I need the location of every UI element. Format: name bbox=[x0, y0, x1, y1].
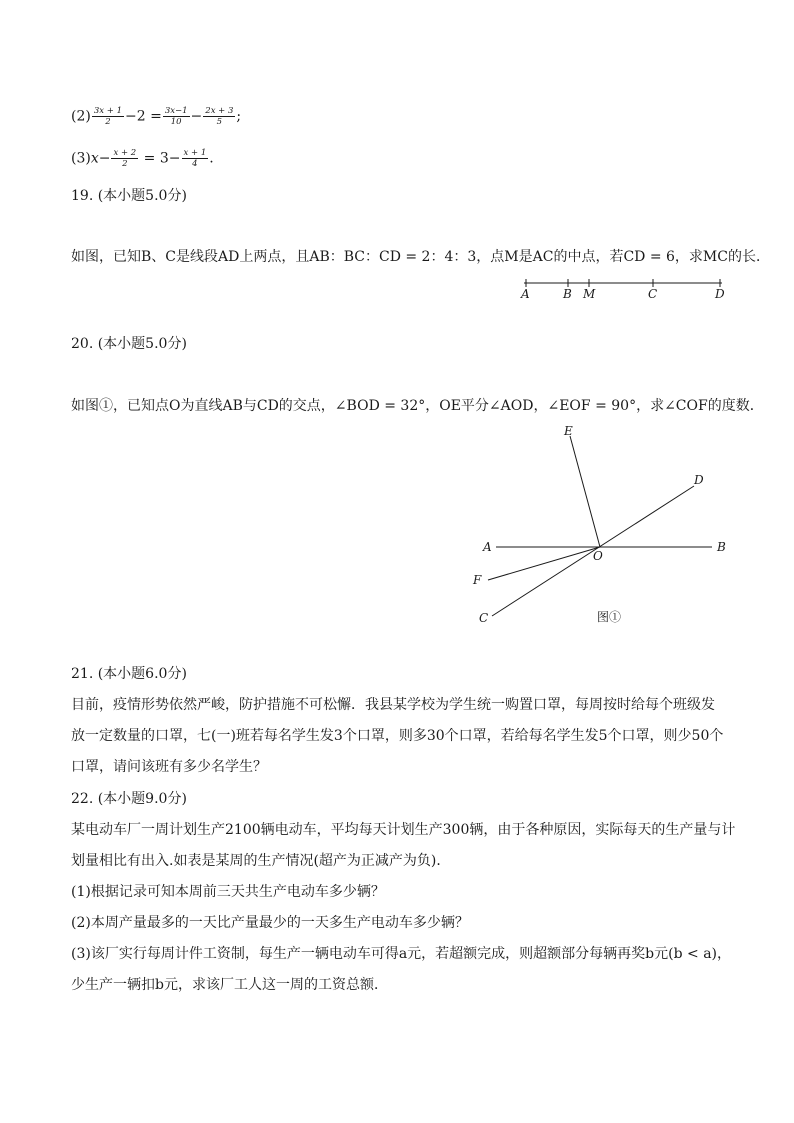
eq3-fraction-2: $\frac{x + 1}{4}$ bbox=[183, 148, 207, 169]
q22-line-5: (3)该厂实行每周计件工资制，每生产一辆电动车可得a元，若超额完成，则超额部分每辆再奖b元(b < a)， bbox=[71, 946, 732, 962]
eq2-fraction-3: $\frac{2x + 3}{5}$ bbox=[205, 106, 234, 127]
q20-header: 20. (本小题5.0分) bbox=[71, 336, 187, 352]
label-e: E bbox=[564, 424, 573, 438]
eq3-index: (3) bbox=[71, 150, 91, 167]
q21-line-1: 目前，疫情形势依然严峻，防护措施不可松懈．我县某学校为学生统一购置口罩，每周按时给每个班级发 bbox=[71, 697, 715, 713]
eq3-mid: = 3− bbox=[139, 150, 181, 167]
q19-text: 如图，已知B、C是线段AD上两点，且AB：BC：CD = 2：4：3，点M是AC的中点，若CD = 6，求MC的长． bbox=[71, 249, 770, 265]
eq2-fraction-2: $\frac{3x-1}{10}$ bbox=[164, 106, 188, 127]
eq3-x: x bbox=[90, 150, 99, 167]
q21-line-3: 口罩，请问该班有多少名学生？ bbox=[71, 759, 267, 775]
q22-line-1: 某电动车厂一周计划生产2100辆电动车，平均每天计划生产300辆，由于各种原因，实际每天的生产量与计 bbox=[71, 822, 736, 838]
q22-line-3: (1)根据记录可知本周前三天共生产电动车多少辆？ bbox=[71, 884, 385, 900]
eq2-fraction-1: $\frac{3x + 1}{2}$ bbox=[93, 106, 122, 127]
q20-text: 如图①，已知点O为直线AB与CD的交点，∠BOD = 32°，OE平分∠AOD，∠EOF = 90°，求∠COF的度数． bbox=[71, 398, 764, 414]
label-o: O bbox=[593, 549, 603, 563]
q19-header: 19. (本小题5.0分) bbox=[71, 188, 187, 204]
point-label-m: M bbox=[583, 287, 596, 301]
label-f: F bbox=[473, 573, 482, 587]
ray-oe bbox=[570, 436, 600, 547]
q20-angle-figure bbox=[470, 420, 770, 640]
point-label-a: A bbox=[521, 287, 530, 301]
ray-of bbox=[488, 547, 600, 580]
point-label-d: D bbox=[715, 287, 725, 301]
point-label-b: B bbox=[563, 287, 572, 301]
eq2-mid: −2 = bbox=[124, 108, 162, 125]
eq3-minus: − bbox=[98, 150, 111, 167]
label-c: C bbox=[479, 611, 489, 625]
equation-2 bbox=[71, 106, 241, 127]
equation-3 bbox=[71, 148, 214, 169]
label-a: A bbox=[483, 540, 492, 554]
q21-body bbox=[71, 690, 723, 783]
eq2-end: ; bbox=[236, 108, 242, 125]
label-d: D bbox=[694, 473, 704, 487]
q22-header: 22. (本小题9.0分) bbox=[71, 791, 187, 807]
point-label-c: C bbox=[648, 287, 658, 301]
label-b: B bbox=[717, 540, 726, 554]
eq2-index: (2) bbox=[71, 108, 91, 125]
eq3-fraction-1: $\frac{x + 2}{2}$ bbox=[113, 148, 137, 169]
eq2-minus: − bbox=[190, 108, 203, 125]
q21-header: 21. (本小题6.0分) bbox=[71, 666, 187, 682]
q21-line-2: 放一定数量的口罩，七(一)班若每名学生发3个口罩，则多30个口罩，若给每名学生发5个口罩，则少50个 bbox=[71, 728, 724, 744]
q22-line-4: (2)本周产量最多的一天比产量最少的一天多生产电动车多少辆？ bbox=[71, 915, 469, 931]
q19-segment-figure bbox=[510, 275, 770, 305]
q22-body bbox=[71, 815, 736, 1001]
q22-line-6: 少生产一辆扣b元，求该厂工人这一周的工资总额． bbox=[71, 977, 388, 993]
figure-caption: 图① bbox=[597, 610, 622, 624]
q22-line-2: 划量相比有出入.如表是某周的生产情况(超产为正减产为负)． bbox=[71, 853, 451, 869]
eq3-end: . bbox=[209, 150, 214, 167]
